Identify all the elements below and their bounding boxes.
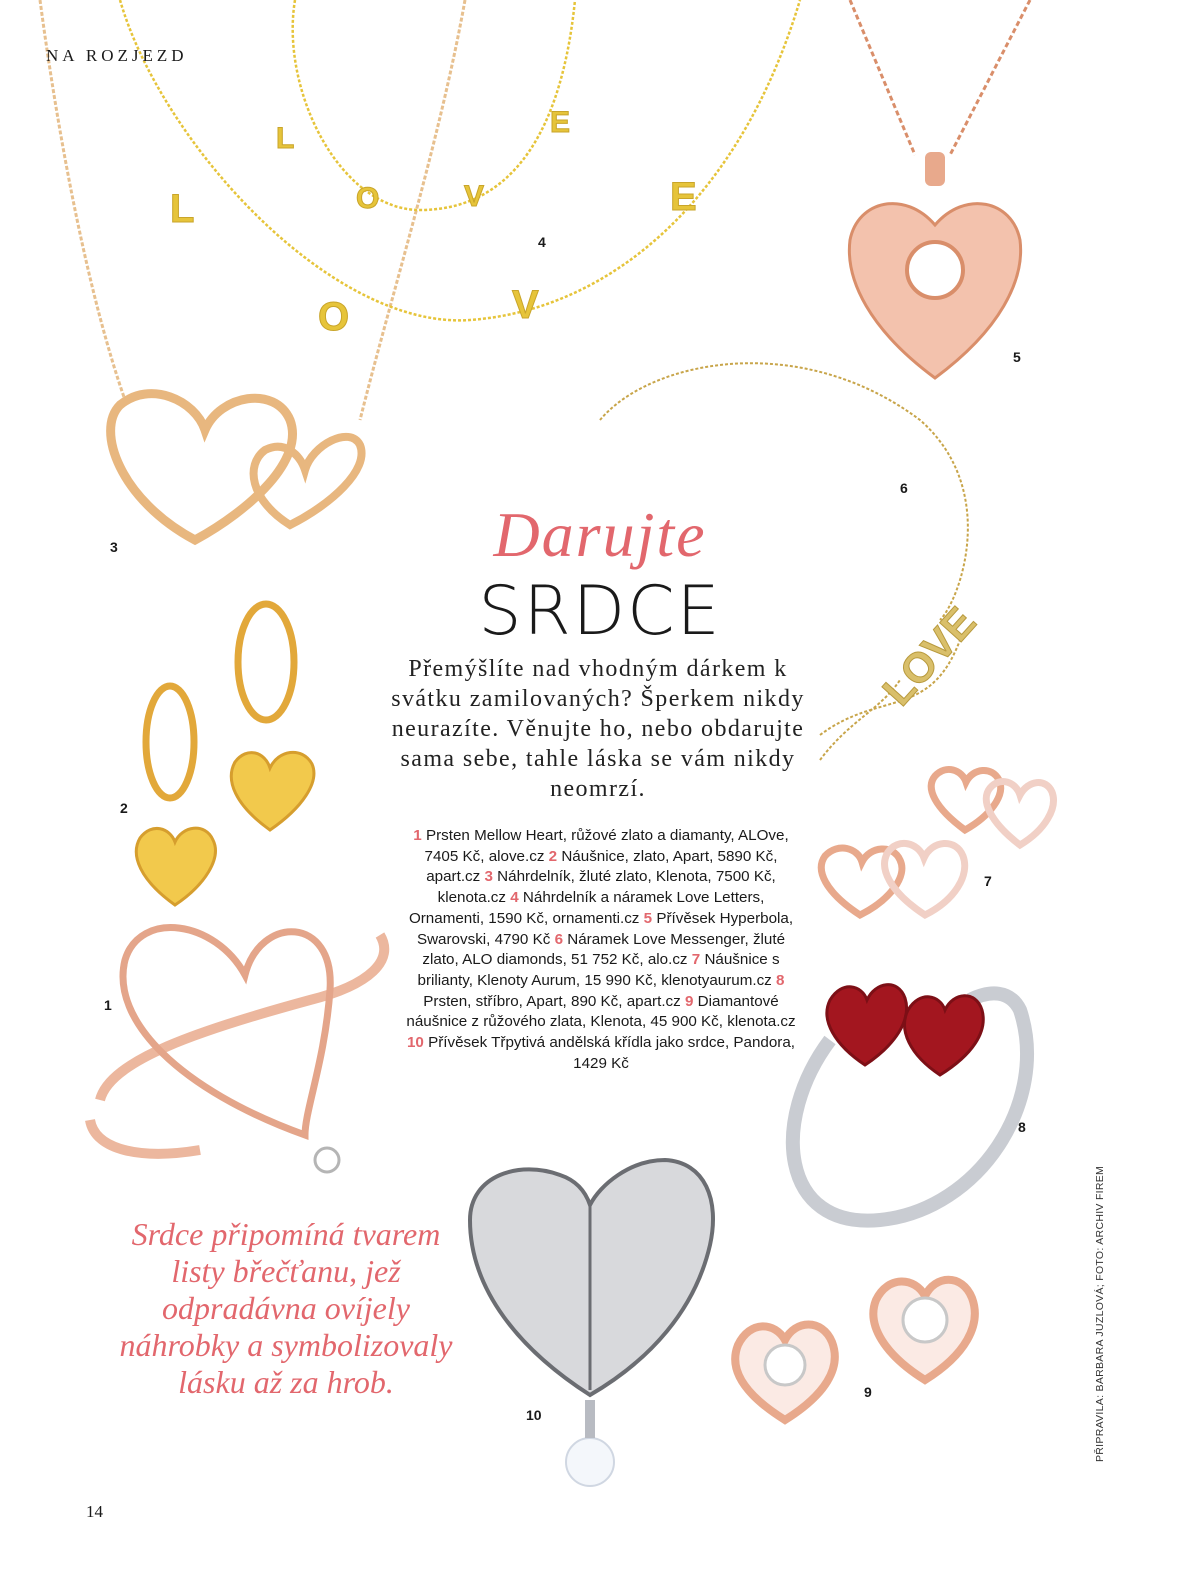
credit-number: 1 xyxy=(413,827,422,844)
photo-credit: PŘIPRAVILA: BARBARA JUZLOVÁ; FOTO: ARCHIV FIREM xyxy=(1094,1165,1106,1462)
credit-number: 10 xyxy=(406,1034,424,1052)
necklace-3-image xyxy=(40,0,465,540)
letter-l-2: L xyxy=(276,122,295,155)
lead-paragraph: Přemýšlíte nad vhodným dárkem k svátku zamilovaných? Šperkem nikdy neurazíte. Věnujte ho, nebo obdarujte sama sebe, tahle láska se vám nikdy neomrzí. xyxy=(391,656,805,802)
credit-text: Přívěsek Hyperbola, Swarovski, 4790 Kč xyxy=(416,909,794,948)
item-number-8: 8 xyxy=(1018,1119,1026,1135)
item-number-10: 10 xyxy=(526,1407,542,1423)
credit-text: Prsten Mellow Heart, růžové zlato a diamanty, ALOve, 7405 Kč, alove.cz xyxy=(424,827,789,865)
pull-quote: Srdce připomíná tvarem listy břečťanu, jež odpradávna ovíjely náhrobky a symbolizovaly lásku až za hrob. xyxy=(119,1216,453,1400)
pendant-10-image xyxy=(470,1160,713,1486)
item-number-5: 5 xyxy=(1013,349,1021,365)
item-number-7: 7 xyxy=(984,873,992,889)
product-credits xyxy=(402,826,800,1074)
item-number-3: 3 xyxy=(110,539,118,555)
ring-1-image xyxy=(90,928,384,1172)
necklace-4-image xyxy=(120,0,800,339)
letter-e-1: E xyxy=(670,175,697,219)
credit-number: 2 xyxy=(548,847,558,865)
earrings-9-image xyxy=(735,1280,975,1420)
letter-o-1: O xyxy=(318,295,350,339)
credit-number: 6 xyxy=(554,930,564,948)
title-main: SRDCE xyxy=(478,572,722,651)
page-number: 14 xyxy=(86,1502,103,1521)
credit-text: Náušnice s brilianty, Klenoty Aurum, 15 990 Kč, klenotyaurum.cz xyxy=(417,951,780,989)
earrings-2-image xyxy=(136,604,314,905)
letter-o-2: O xyxy=(356,182,380,215)
credit-text: Náhrdelník, žluté zlato, Klenota, 7500 Kč, klenota.cz xyxy=(437,868,776,907)
title-script: Darujte xyxy=(493,499,707,570)
credit-number: 4 xyxy=(510,889,519,907)
item-number-6: 6 xyxy=(900,480,908,496)
section-label: NA ROZJEZD xyxy=(46,46,188,65)
credit-number: 8 xyxy=(776,971,785,989)
credit-text: Náhrdelník a náramek Love Letters, Ornamenti, 1590 Kč, ornamenti.cz xyxy=(408,889,765,927)
item-number-2: 2 xyxy=(120,800,128,816)
ring-8-image xyxy=(793,985,1027,1221)
item-number-4: 4 xyxy=(538,234,546,250)
credit-text: Náušnice, zlato, Apart, 5890 Kč, apart.cz xyxy=(426,847,778,886)
credit-text: Diamantové náušnice z růžového zlata, Klenota, 45 900 Kč, klenota.cz xyxy=(406,992,796,1031)
credit-text: Přívěsek Třpytivá andělská křídla jako srdce, Pandora, 1429 Kč xyxy=(428,1034,796,1072)
earrings-7-image xyxy=(821,769,1053,915)
credit-number: 7 xyxy=(691,951,701,969)
letter-v-2: V xyxy=(464,180,485,213)
credit-text: Prsten, stříbro, Apart, 890 Kč, apart.cz xyxy=(423,992,681,1010)
credit-number: 9 xyxy=(684,992,694,1010)
letter-e-2: E xyxy=(550,106,571,139)
credit-text: Náramek Love Messenger, žluté zlato, ALO diamonds, 51 752 Kč, alo.cz xyxy=(422,930,786,969)
letter-v-1: V xyxy=(512,283,539,327)
item-number-9: 9 xyxy=(864,1384,872,1400)
credit-number: 3 xyxy=(484,868,493,886)
bracelet-love-text: LOVE xyxy=(873,597,985,715)
credit-number: 5 xyxy=(643,909,653,927)
item-number-1: 1 xyxy=(104,997,112,1013)
pendant-5-image xyxy=(849,0,1030,378)
letter-l-1: L xyxy=(170,187,195,231)
